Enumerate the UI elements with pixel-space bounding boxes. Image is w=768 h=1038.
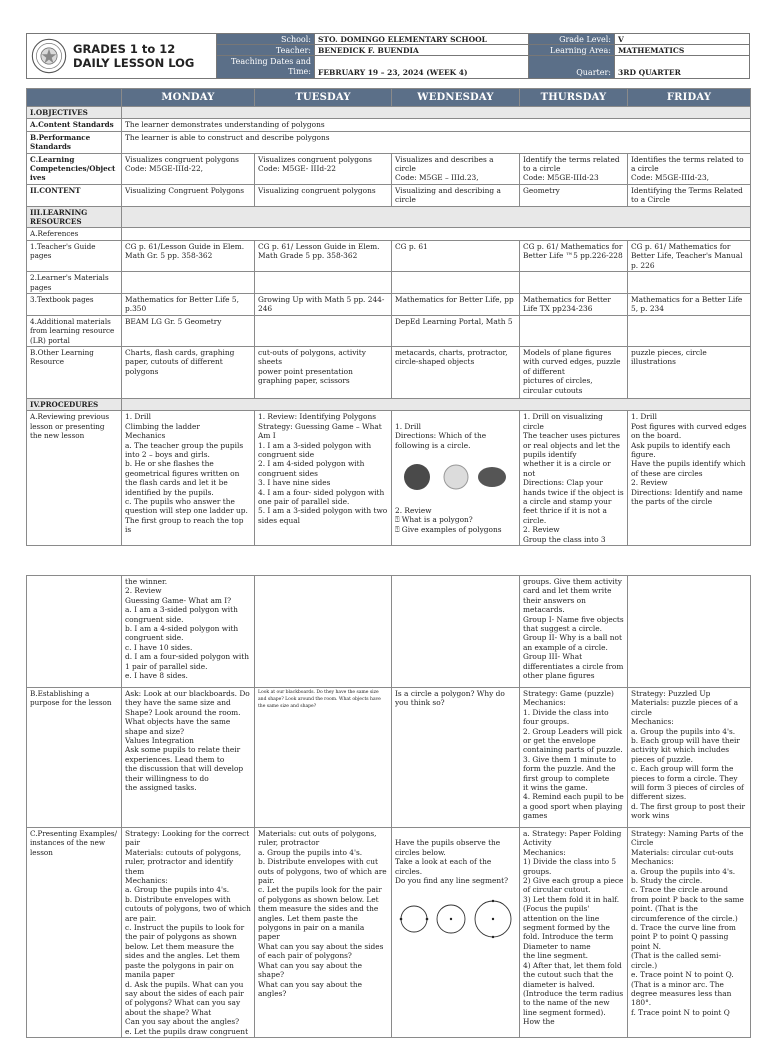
textbook-mon: Mathematics for Better Life 5, p.350 (122, 293, 255, 315)
day-thursday: THURSDAY (520, 89, 628, 107)
day-friday: FRIDAY (628, 89, 751, 107)
review-cont-mon: the winner. 2. Review Guessing Game- What am I? a. I am a 3-sided polygon with congruent side. b. I am a 4-sided polygon with congruent side. c. I have 10 sides. d. I am a four-sided polygon with 1 pair of parallel side. e. I have 8 sides. (122, 576, 255, 688)
purpose-row (27, 688, 751, 828)
content-wed: Visualizing and describing a circle (392, 184, 520, 206)
lr-portal-label: 4.Additional materials from learning resource (LR) portal (27, 315, 122, 346)
grade-value: V (615, 34, 749, 45)
textbook-fri: Mathematics for a Better Life 5, p. 234 (628, 293, 751, 315)
competencies-thu: Identify the terms related to a circle Code: M5GE-IIId-23 (520, 153, 628, 184)
lr-portal-mon: BEAM LG Gr. 5 Geometry (122, 315, 255, 346)
review-continued-row (27, 576, 751, 688)
textbook-label: 3.Textbook pages (27, 293, 122, 315)
teacher-label: Teacher: (217, 45, 315, 56)
other-resources-thu: Models of plane figures with curved edges, puzzle of different pictures of circles, circular cutouts (520, 346, 628, 398)
day-wednesday: WEDNESDAY (392, 89, 520, 107)
objectives-section-fill (122, 107, 751, 119)
textbook-row (27, 293, 751, 315)
circle-with-points-icon (399, 904, 429, 934)
performance-standards-text: The learner is able to construct and describe polygons (122, 131, 751, 153)
purpose-wed: Is a circle a polygon? Why do you think so? (392, 688, 520, 828)
dates-label: Teaching Dates and Time: (217, 56, 315, 78)
purpose-fri: Strategy: Puzzled Up Materials: puzzle pieces of a circle Mechanics: a. Group the pupils into 4's. b. Each group will have their activity kit which includes pieces of puzzle. c. Each group will form the pieces to form a circle. They will form 3 pieces of circles of different sizes. d. The first group to post their work wins (628, 688, 751, 828)
drill-shapes (399, 463, 516, 491)
deped-seal-icon (31, 38, 67, 74)
area-label: Learning Area: (529, 45, 615, 56)
examples-thu: a. Strategy: Paper Folding Activity Mechanics: 1) Divide the class into 5 groups. 2) Give each group a piece of circular cutout. 3) Let them fold it in half. (Focus the pupils' attention on the line segment formed by the fold. Introduce the term Diameter to name the line segment. 4) After that, let them fold the cutout such that the diameter is halved. (Introduce the term radius to the name of the new line segment formed). How the (520, 828, 628, 1038)
review-tue: 1. Review: Identifying Polygons Strategy: Guessing Game – What Am I 1. I am a 3-sided polygon with congruent side 2. I am 4-sided polygon with congruent sides 3. I have nine sides 4. I am a four- sided polygon with one pair of parallel side. 5. I am a 3-sided polygon with two sides equal (255, 411, 392, 546)
day-tuesday: TUESDAY (255, 89, 392, 107)
other-resources-row (27, 346, 751, 398)
content-thu: Geometry (520, 184, 628, 206)
other-resources-mon: Charts, flash cards, graphing paper, cutouts of different polygons (122, 346, 255, 398)
teacher-value: BENEDICK F. BUENDIA (315, 45, 529, 56)
procedures-section-row (27, 398, 751, 410)
content-standards-label: A.Content Standards (27, 119, 122, 131)
other-resources-label: B.Other Learning Resource (27, 346, 122, 398)
quarter-label: Quarter: (529, 56, 615, 78)
content-standards-text: The learner demonstrates understanding of polygons (122, 119, 751, 131)
review-mon: 1. Drill Climbing the ladder Mechanics a. The teacher group the pupils into 2 – boys and girls. b. He or she flashes the geometrical figures written on the flash cards and let it be identified by the pupils. c. The pupils who answer the question will step one ladder up. The first group to reach the top is (122, 411, 255, 546)
examples-label: C.Presenting Examples/ instances of the new lesson (27, 828, 122, 1038)
examples-row (27, 828, 751, 1038)
tg-pages-mon: CG p. 61/Lesson Guide in Elem. Math Gr. 5 pp. 358-362 (122, 240, 255, 271)
competencies-row (27, 153, 751, 184)
lr-portal-wed: DepEd Learning Portal, Math 5 (392, 315, 520, 346)
grade-label: Grade Level: (529, 34, 615, 45)
lesson-log-table-continued (26, 575, 751, 1038)
circle-with-segment-icon (473, 899, 513, 939)
purpose-label: B.Establishing a purpose for the lesson (27, 688, 122, 828)
textbook-tue: Growing Up with Math 5 pp. 244-246 (255, 293, 392, 315)
segment-circles (399, 899, 516, 939)
school-label: School: (217, 34, 315, 45)
day-monday: MONDAY (122, 89, 255, 107)
performance-standards-row (27, 131, 751, 153)
purpose-mon: Ask: Look at our blackboards. Do they have the same size and Shape? Look around the room. What objects have the same shape and size? Values Integration Ask some pupils to relate their experiences. Lead them to the discussion that will develop their willingness to do the assigned tasks. (122, 688, 255, 828)
header-corner (27, 89, 122, 107)
tg-pages-row (27, 240, 751, 271)
review-thu: 1. Drill on visualizing circle The teacher uses pictures or real objects and let the pupils identify whether it is a circle or not Directions: Clap your hands twice if the object is a circle and stamp your feet thrice if it is not a circle. 2. Review Group the class into 3 (520, 411, 628, 546)
quarter-value: 3RD QUARTER (618, 68, 681, 77)
lesson-log-header (26, 33, 750, 79)
tg-pages-label: 1.Teacher's Guide pages (27, 240, 122, 271)
school-value: STO. DOMINGO ELEMENTARY SCHOOL (315, 34, 529, 45)
performance-standards-label: B.Performance Standards (27, 131, 122, 153)
content-standards-row (27, 119, 751, 131)
tg-pages-tue: CG p. 61/ Lesson Guide in Elem. Math Grade 5 pp. 358-362 (255, 240, 392, 271)
review-cont-thu: groups. Give them activity card and let them write their answers on metacards. Group I- Name five objects that suggest a circle. Group II- Why is a ball not an example of a circle. Group III- What differentiates a circle from other plane figures (520, 576, 628, 688)
review-row (27, 411, 751, 546)
lesson-log-table (26, 88, 751, 546)
textbook-thu: Mathematics for Better Life TX pp234-236 (520, 293, 628, 315)
competencies-fri: Identifies the terms related to a circle Code: M5GE-IIId-23, (628, 153, 751, 184)
other-resources-tue: cut-outs of polygons, activity sheets power point presentation graphing paper, scissors (255, 346, 392, 398)
lm-pages-label: 2.Learner's Materials pages (27, 272, 122, 294)
dates-value: FEBRUARY 19 – 23, 2024 (WEEK 4) (315, 56, 529, 78)
other-resources-wed: metacards, charts, protractor, circle-shaped objects (392, 346, 520, 398)
competencies-mon: Visualizes congruent polygons Code: M5GE-IIId-22, (122, 153, 255, 184)
examples-wed (392, 828, 520, 1038)
review-wed (392, 411, 520, 546)
tg-pages-wed: CG p. 61 (392, 240, 520, 271)
textbook-wed: Mathematics for Better Life, pp (392, 293, 520, 315)
header-branding (27, 34, 217, 78)
content-fri: Identifying the Terms Related to a Circle (628, 184, 751, 206)
examples-mon: Strategy: Looking for the correct pair Materials: cutouts of polygons, ruler, protractor and identify them Mechanics: a. Group the pupils into 4's. b. Distribute envelopes with cutouts of polygons, two of which are pair. c. Instruct the pupils to look for the pair of polygons as shown below. Let them measure the sides and the angles. Let them paste the polygons in pair on manila paper d. Ask the pupils. What can you say about the sides of each pair of polygons? What can you say about the shape? What Can you say about the angles? e. Let the pupils draw congruent (122, 828, 255, 1038)
review-label: A.Reviewing previous lesson or presenting the new lesson (27, 411, 122, 546)
content-tue: Visualizing congruent polygons (255, 184, 392, 206)
light-circle-shape-icon (441, 463, 471, 491)
content-mon: Visualizing Congruent Polygons (122, 184, 255, 206)
examples-fri: Strategy: Naming Parts of the Circle Materials: circular cut-outs Mechanics: a. Group the pupils into 4's. b. Study the circle. c. Trace the circle around from point P back to the same point. (That is the circumference of the circle.) d. Trace the curve line from point P to point Q passing point N. (That is the called semi-circle.) e. Trace point N to point Q. (That is a minor arc. The degree measures less than 180°. f. Trace point N to point Q (628, 828, 751, 1038)
circle-with-center-icon (435, 903, 467, 935)
review-wed-drill: 1. Drill Directions: Which of the following is a circle. (395, 421, 487, 450)
dark-circle-shape-icon (399, 463, 435, 491)
examples-tue: Materials: cut outs of polygons, ruler, protractor a. Group the pupils into 4's. b. Distribute envelopes with cut outs of polygons, two of which are pair. c. Let the pupils look for the pair of polygons as shown below. Let them measure the sides and the angles. Let them paste the polygons in pair on a manila paper What can you say about the sides of each pair of polygons? What can you say about the shape? What can you say about the angles? (255, 828, 392, 1038)
purpose-thu: Strategy: Game (puzzle) Mechanics: 1. Divide the class into four groups. 2. Group Leaders will pick or get the envelope containing parts of puzzle. 3. Give them 1 minute to form the puzzle. And the first group to complete it wins the game. 4. Remind each pupil to be a good sport when playing games (520, 688, 628, 828)
area-value: MATHEMATICS (615, 45, 749, 56)
references-label: A.References (27, 228, 122, 240)
tg-pages-fri: CG p. 61/ Mathematics for Better Life, Teacher's Manual p. 226 (628, 240, 751, 271)
procedures-section-label: IV.PROCEDURES (27, 398, 122, 410)
references-fill (122, 228, 751, 240)
other-resources-fri: puzzle pieces, circle illustrations (628, 346, 751, 398)
review-wed-review: 2. Review ⍰ What is a polygon? ⍰ Give examples of polygons (395, 505, 502, 534)
lm-pages-row (27, 272, 751, 294)
purpose-tue: Look at our blackboards. Do they have the same size and shape? Look around the room. What objects have the same size and shape? (255, 688, 392, 828)
resources-section-row (27, 206, 751, 228)
references-row (27, 228, 751, 240)
resources-section-label: III.LEARNING RESOURCES (27, 206, 122, 228)
lr-portal-row (27, 315, 751, 346)
content-section-label: II.CONTENT (27, 184, 122, 206)
header-title: GRADES 1 to 12 DAILY LESSON LOG (73, 42, 195, 70)
resources-section-fill (122, 206, 751, 228)
objectives-section-row (27, 107, 751, 119)
competencies-label: C.Learning Competencies/Objectives (27, 153, 122, 184)
ellipse-shape-icon (477, 463, 507, 491)
header-info-grid (217, 34, 749, 78)
day-header-row (27, 89, 751, 107)
objectives-section-label: I.OBJECTIVES (27, 107, 122, 119)
tg-pages-thu: CG p. 61/ Mathematics for Better Life ™5 pp.226-228 (520, 240, 628, 271)
content-row (27, 184, 751, 206)
examples-wed-text: Have the pupils observe the circles below. Take a look at each of the circles. Do you find any line segment? (395, 838, 509, 886)
competencies-tue: Visualizes congruent polygons Code: M5GE- IIId-22 (255, 153, 392, 184)
competencies-wed: Visualizes and describes a circle Code: M5GE – IIId.23, (392, 153, 520, 184)
procedures-section-fill (122, 398, 751, 410)
review-fri: 1. Drill Post figures with curved edges on the board. Ask pupils to identify each figure. Have the pupils identify which of these are circles 2. Review Directions: Identify and name the parts of the circle (628, 411, 751, 546)
